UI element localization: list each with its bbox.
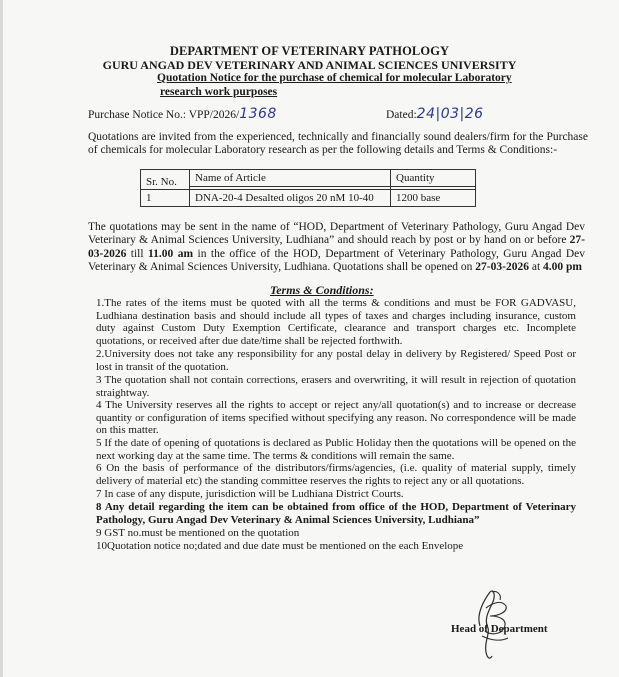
purchase-notice-number (88, 106, 277, 122)
cell-quantity: 1200 base (391, 190, 476, 207)
submission-text: till (126, 247, 149, 260)
intro-paragraph: Quotations are invited from the experienced, technically and financially sound dealers/firm for the Purchase of chemicals for molecular Laboratory research as per the following details and Terms & Conditions:- (88, 131, 588, 157)
notice-date (386, 106, 484, 122)
deadline-time: 11.00 am (148, 247, 194, 260)
header-sr-no: Sr. No. (141, 170, 190, 190)
submission-paragraph (88, 221, 585, 275)
header-article: Name of Article (190, 170, 391, 187)
term-item: 2.University does not take any responsibility for any postal delay in delivery by Registered/ Speed Post or lost in transit of the quotation. (96, 348, 576, 373)
deadline-date: 27-03-2026 (88, 234, 585, 260)
term-item: 6 On the basis of performance of the distributors/firms/agencies, (i.e. quality of material supply, timely delivery of material etc) the standing committee reserves the rights to reject any or all quotations. (96, 462, 576, 487)
term-item: 5 If the date of opening of quotations is declared as Public Holiday then the quotations will be opened on the next working day at the same time. The terms & conditions will remain the same. (96, 437, 576, 462)
term-item: 4 The University reserves all the rights to accept or reject any/all quotation(s) and to increase or decrease quantity or configuration of items specified without specifying any reason. No correspondence will be made on this matter. (96, 399, 576, 437)
terms-heading: Terms & Conditions: (270, 283, 374, 297)
term-item: 3 The quotation shall not contain corrections, erasers and overwriting, it will result in rejection of quotation straightway. (96, 374, 576, 399)
subject-line-1: Quotation Notice for the purchase of chemical for molecular Laboratory (157, 72, 512, 84)
page-edge (0, 0, 3, 677)
article-table (140, 169, 476, 207)
dated-label: Dated: (386, 109, 417, 121)
opening-time: 4.00 pm (543, 261, 583, 274)
term-item: 8 Any detail regarding the item can be obtained from office of the HOD, Department of Veterinary Pathology, Guru Angad Dev Veterinary & Animal Sciences University, Ludhiana” (96, 501, 576, 526)
cell-article: DNA-20-4 Desalted oligos 20 nM 10-40 (190, 190, 391, 207)
cell-sr: 1 (141, 190, 190, 207)
handwritten-date: 24|03|26 (416, 106, 484, 122)
handwritten-notice-number: 1368 (239, 106, 277, 122)
term-item: 9 GST no.must be mentioned on the quotation (96, 527, 300, 539)
term-item: 7 In case of any dispute, jurisdiction will be Ludhiana District Courts. (96, 488, 404, 500)
header-quantity: Quantity (391, 170, 476, 187)
university-heading: GURU ANGAD DEV VETERINARY AND ANIMAL SCIENCES UNIVERSITY (102, 58, 517, 72)
table-row (141, 190, 476, 207)
submission-text: The quotations may be sent in the name of “HOD, Department of Veterinary Pathology, Guru Angad Dev Veterinary & Animal Sciences University, Ludhiana” and should reach by post or by hand on or before (88, 221, 585, 247)
submission-text: in the office of the HOD, Department of Veterinary Pathology, Guru Angad Dev Veterinary & Animal Sciences University, Ludhiana. Quotations shall be opened on (88, 247, 586, 274)
purchase-notice-label: Purchase Notice No.: VPP/2026/ (88, 109, 240, 121)
term-item: 1.The rates of the items must be quoted with all the terms & conditions and must be FOR GADVASU, Ludhiana destination basis and should include all types of taxes and charges including insurance, custom duty against Custom Duty Exemption Certificate, clearance and transport charges etc. Incomplete quotations, or received after due date/time shall be rejected forthwith. (96, 297, 576, 347)
opening-date: 27-03-2026 (475, 261, 529, 274)
submission-text: at (528, 261, 544, 274)
subject-line-2: research work purposes (160, 86, 278, 98)
department-heading: DEPARTMENT OF VETERINARY PATHOLOGY (169, 44, 450, 58)
term-item: 10Quotation notice no;dated and due date must be mentioned on the each Envelope (96, 540, 464, 552)
signatory-title: Head of Department (451, 623, 548, 635)
